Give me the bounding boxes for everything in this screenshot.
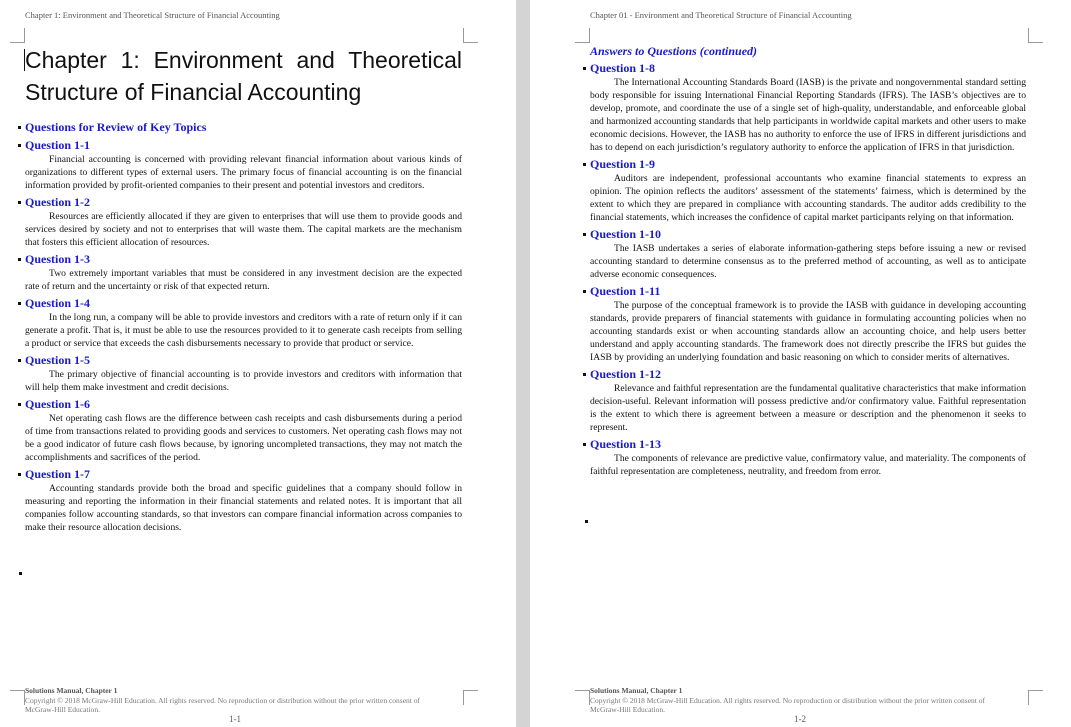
question-heading: Question 1-8: [590, 61, 1026, 76]
crop-mark: [463, 690, 478, 705]
question-heading: Question 1-4: [25, 296, 462, 311]
question-heading: Question 1-2: [25, 195, 462, 210]
question-heading: Question 1-10: [590, 227, 1026, 242]
answers-heading: Answers to Questions (continued): [590, 44, 758, 58]
running-head: Chapter 01 - Environment and Theoretical Structure of Financial Accounting: [590, 10, 852, 20]
question-heading: Question 1-3: [25, 252, 462, 267]
question-list: [25, 138, 462, 534]
answer-paragraph: The International Accounting Standards Board (IASB) is the private and nongovernmental standard setting body responsible for issuing International Financial Reporting Standards (IFRS). The IASB’s objectives are to develop, promote, and coordinate the use of a single set of high-quality, understandable, and enforceable global and harmonized accounting standards that help participants in worldwide capital markets and other users to make economic decisions. However, the IASB has no authority to enforce the use of IFRS in different jurisdictions and has to depend on each jurisdiction’s regulatory authority to enforce the application of IFRS in that jurisdiction.: [590, 77, 1026, 153]
crop-mark: [10, 28, 25, 43]
footer-copyright: Copyright © 2018 McGraw-Hill Education. All rights reserved. No reproduction or distribution without the prior written consent of McGraw-Hill Education.: [25, 695, 421, 714]
page-body[interactable]: [590, 44, 1026, 478]
footer: [25, 686, 445, 715]
question-heading: Question 1-5: [25, 353, 462, 368]
answer-paragraph: The components of relevance are predictive value, confirmatory value, and materiality. The components of faithful representation are completeness, neutrality, and freedom from error.: [590, 453, 1026, 477]
crop-mark: [463, 28, 478, 43]
crop-mark: [10, 690, 25, 705]
section-heading: Questions for Review of Key Topics: [25, 120, 462, 135]
question-heading: Question 1-13: [590, 437, 1026, 452]
crop-mark: [575, 690, 590, 705]
question-heading: Question 1-6: [25, 397, 462, 412]
answer-paragraph: Accounting standards provide both the broad and specific guidelines that a company should follow in measuring and reporting the information in their financial statements and related notes. It is important that all companies follow accounting standards, so that investors can compare financial information across companies to make their resource allocation decisions.: [25, 483, 462, 533]
crop-mark: [1028, 28, 1043, 43]
footer: [590, 686, 1010, 715]
footer-title: Solutions Manual, Chapter 1: [590, 686, 683, 695]
document-page-1[interactable]: [0, 0, 516, 727]
page-number: 1-1: [229, 714, 241, 724]
answer-paragraph: In the long run, a company will be able to provide investors and creditors with a rate of return only if it can generate a profit. That is, it must be able to use the resources provided to it to generate cash receipts from selling a product or service that exceeds the cash disbursements necessary to provide that product or service.: [25, 312, 462, 349]
page-number: 1-2: [794, 714, 806, 724]
answer-paragraph: The primary objective of financial accounting is to provide investors and creditors with information that will help them make investment and credit decisions.: [25, 369, 462, 393]
answer-paragraph: The IASB undertakes a series of elaborate information-gathering steps before issuing a new or revised accounting standard to determine consensus as to the preferred method of accounting, as well as to anticipate adverse economic consequences.: [590, 243, 1026, 280]
document-page-2[interactable]: [530, 0, 1071, 727]
answer-paragraph: Auditors are independent, professional accountants who examine financial statements to express an opinion. The opinion reflects the auditors’ assessment of the statements’ fairness, which is determined by the extent to which they are prepared in compliance with accounting standards. The auditor adds credibility to the financial statements, which increases the confidence of capital market participants relying on that information.: [590, 173, 1026, 223]
answer-paragraph: Two extremely important variables that must be considered in any investment decision are the expected rate of return and the uncertainty or risk of that expected return.: [25, 268, 462, 292]
page-body[interactable]: [25, 44, 462, 534]
paragraph-mark: [585, 520, 588, 523]
footer-copyright: Copyright © 2018 McGraw-Hill Education. All rights reserved. No reproduction or distribution without the prior written consent of McGraw-Hill Education.: [590, 695, 986, 714]
paragraph-mark: [19, 572, 22, 575]
running-head: Chapter 1: Environment and Theoretical Structure of Financial Accounting: [25, 10, 280, 20]
chapter-title: Chapter 1: Environment and Theoretical Structure of Financial Accounting: [25, 47, 462, 105]
question-heading: Question 1-12: [590, 367, 1026, 382]
question-heading: Question 1-7: [25, 467, 462, 482]
crop-mark: [575, 28, 590, 43]
question-list: [590, 61, 1026, 478]
crop-mark: [1028, 690, 1043, 705]
answer-paragraph: Relevance and faithful representation are the fundamental qualitative characteristics that make information decision-useful. Relevant information will possess predictive and/or confirmatory value. Faithful representation is the extent to which there is agreement between a measure or description and the phenomenon it seeks to represent.: [590, 383, 1026, 433]
question-heading: Question 1-11: [590, 284, 1026, 299]
answer-paragraph: Financial accounting is concerned with providing relevant financial information about various kinds of organizations to different types of external users. The primary focus of financial accounting is on the financial information provided by profit-oriented companies to their present and potential investors and creditors.: [25, 154, 462, 191]
answer-paragraph: Net operating cash flows are the difference between cash receipts and cash disbursements during a period of time from transactions related to providing goods and services to customers. Net operating cash flows may not be a good indicator of future cash flows because, by ignoring uncompleted transactions, they may not match the accomplishments and sacrifices of the period.: [25, 413, 462, 463]
question-heading: Question 1-9: [590, 157, 1026, 172]
answer-paragraph: The purpose of the conceptual framework is to provide the IASB with guidance in developing accounting standards, provide preparers of financial statements with guidance in formulating accounting policies when no accounting standards exist or when accounting standards allow an accounting choice, and help users better understand and apply accounting standards. The framework does not directly prescribe the IFRS but guides the IASB by providing an underlying foundation and basic reasoning on which to consider merits of alternatives.: [590, 300, 1026, 363]
footer-title: Solutions Manual, Chapter 1: [25, 686, 118, 695]
question-heading: Question 1-1: [25, 138, 462, 153]
page-gap: [516, 0, 530, 727]
answer-paragraph: Resources are efficiently allocated if they are given to enterprises that will use them to provide goods and services desired by society and not to enterprises that will waste them. The capital markets are the mechanism that fosters this efficient allocation of resources.: [25, 211, 462, 248]
